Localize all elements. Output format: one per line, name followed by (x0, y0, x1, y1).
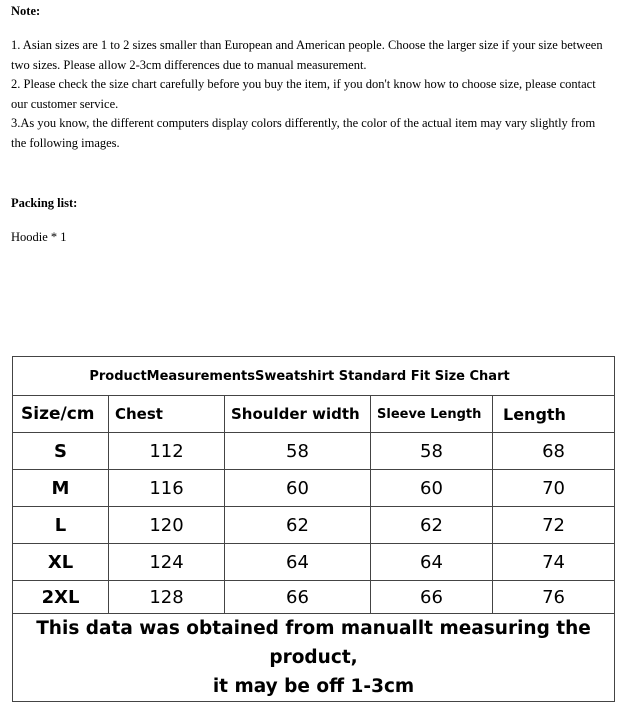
size-chart-table (12, 356, 615, 702)
size-cell: XL (13, 544, 109, 581)
length-cell: 72 (493, 507, 615, 544)
chest-cell: 124 (109, 544, 225, 581)
size-chart-title-text: ProductMeasurementsSweatshirt Standard Fit Size Chart (89, 368, 510, 384)
chest-cell: 120 (109, 507, 225, 544)
size-cell: L (13, 507, 109, 544)
table-row (13, 581, 615, 614)
length-cell: 76 (493, 581, 615, 614)
chest-cell: 112 (109, 433, 225, 470)
table-row (13, 507, 615, 544)
column-header-length: Length (493, 396, 615, 433)
note-list (11, 36, 611, 153)
table-row (13, 544, 615, 581)
length-cell: 68 (493, 433, 615, 470)
shoulder-width-cell: 64 (225, 544, 371, 581)
chest-cell: 128 (109, 581, 225, 614)
sleeve-length-cell: 64 (371, 544, 493, 581)
packing-list-heading: Packing list: (11, 196, 78, 210)
size-chart-header-row (13, 396, 615, 433)
shoulder-width-cell: 66 (225, 581, 371, 614)
column-header-size: Size/cm (13, 396, 109, 433)
shoulder-width-cell: 58 (225, 433, 371, 470)
sleeve-length-cell: 60 (371, 470, 493, 507)
chest-cell: 116 (109, 470, 225, 507)
note-item: 1. Asian sizes are 1 to 2 sizes smaller than European and American people. Choose the larger size if your size between two sizes. Please allow 2-3cm differences due to manual measurement. (11, 38, 603, 72)
note-heading: Note: (11, 4, 41, 18)
size-chart-footnote (13, 614, 615, 702)
sleeve-length-cell: 58 (371, 433, 493, 470)
table-row (13, 433, 615, 470)
size-cell: S (13, 433, 109, 470)
note-item: 3.As you know, the different computers display colors differently, the color of the actual item may vary slightly from the following images. (11, 116, 596, 150)
note-item: 2. Please check the size chart carefully before you buy the item, if you don't know how to choose size, please contact our customer service. (11, 77, 596, 111)
column-header-sleeve-length: Sleeve Length (371, 396, 493, 433)
column-header-chest: Chest (109, 396, 225, 433)
notes-section (11, 0, 611, 244)
table-row (13, 470, 615, 507)
sleeve-length-cell: 62 (371, 507, 493, 544)
footnote-line-2: it may be off 1-3cm (212, 676, 415, 697)
shoulder-width-cell: 60 (225, 470, 371, 507)
sleeve-length-cell: 66 (371, 581, 493, 614)
length-cell: 74 (493, 544, 615, 581)
shoulder-width-cell: 62 (225, 507, 371, 544)
size-cell: 2XL (13, 581, 109, 614)
size-cell: M (13, 470, 109, 507)
size-chart-title (13, 357, 615, 396)
packing-list-item: Hoodie * 1 (11, 230, 67, 244)
length-cell: 70 (493, 470, 615, 507)
footnote-line-1: This data was obtained from manuallt measuring the product, (36, 618, 591, 668)
column-header-shoulder-width: Shoulder width (225, 396, 371, 433)
